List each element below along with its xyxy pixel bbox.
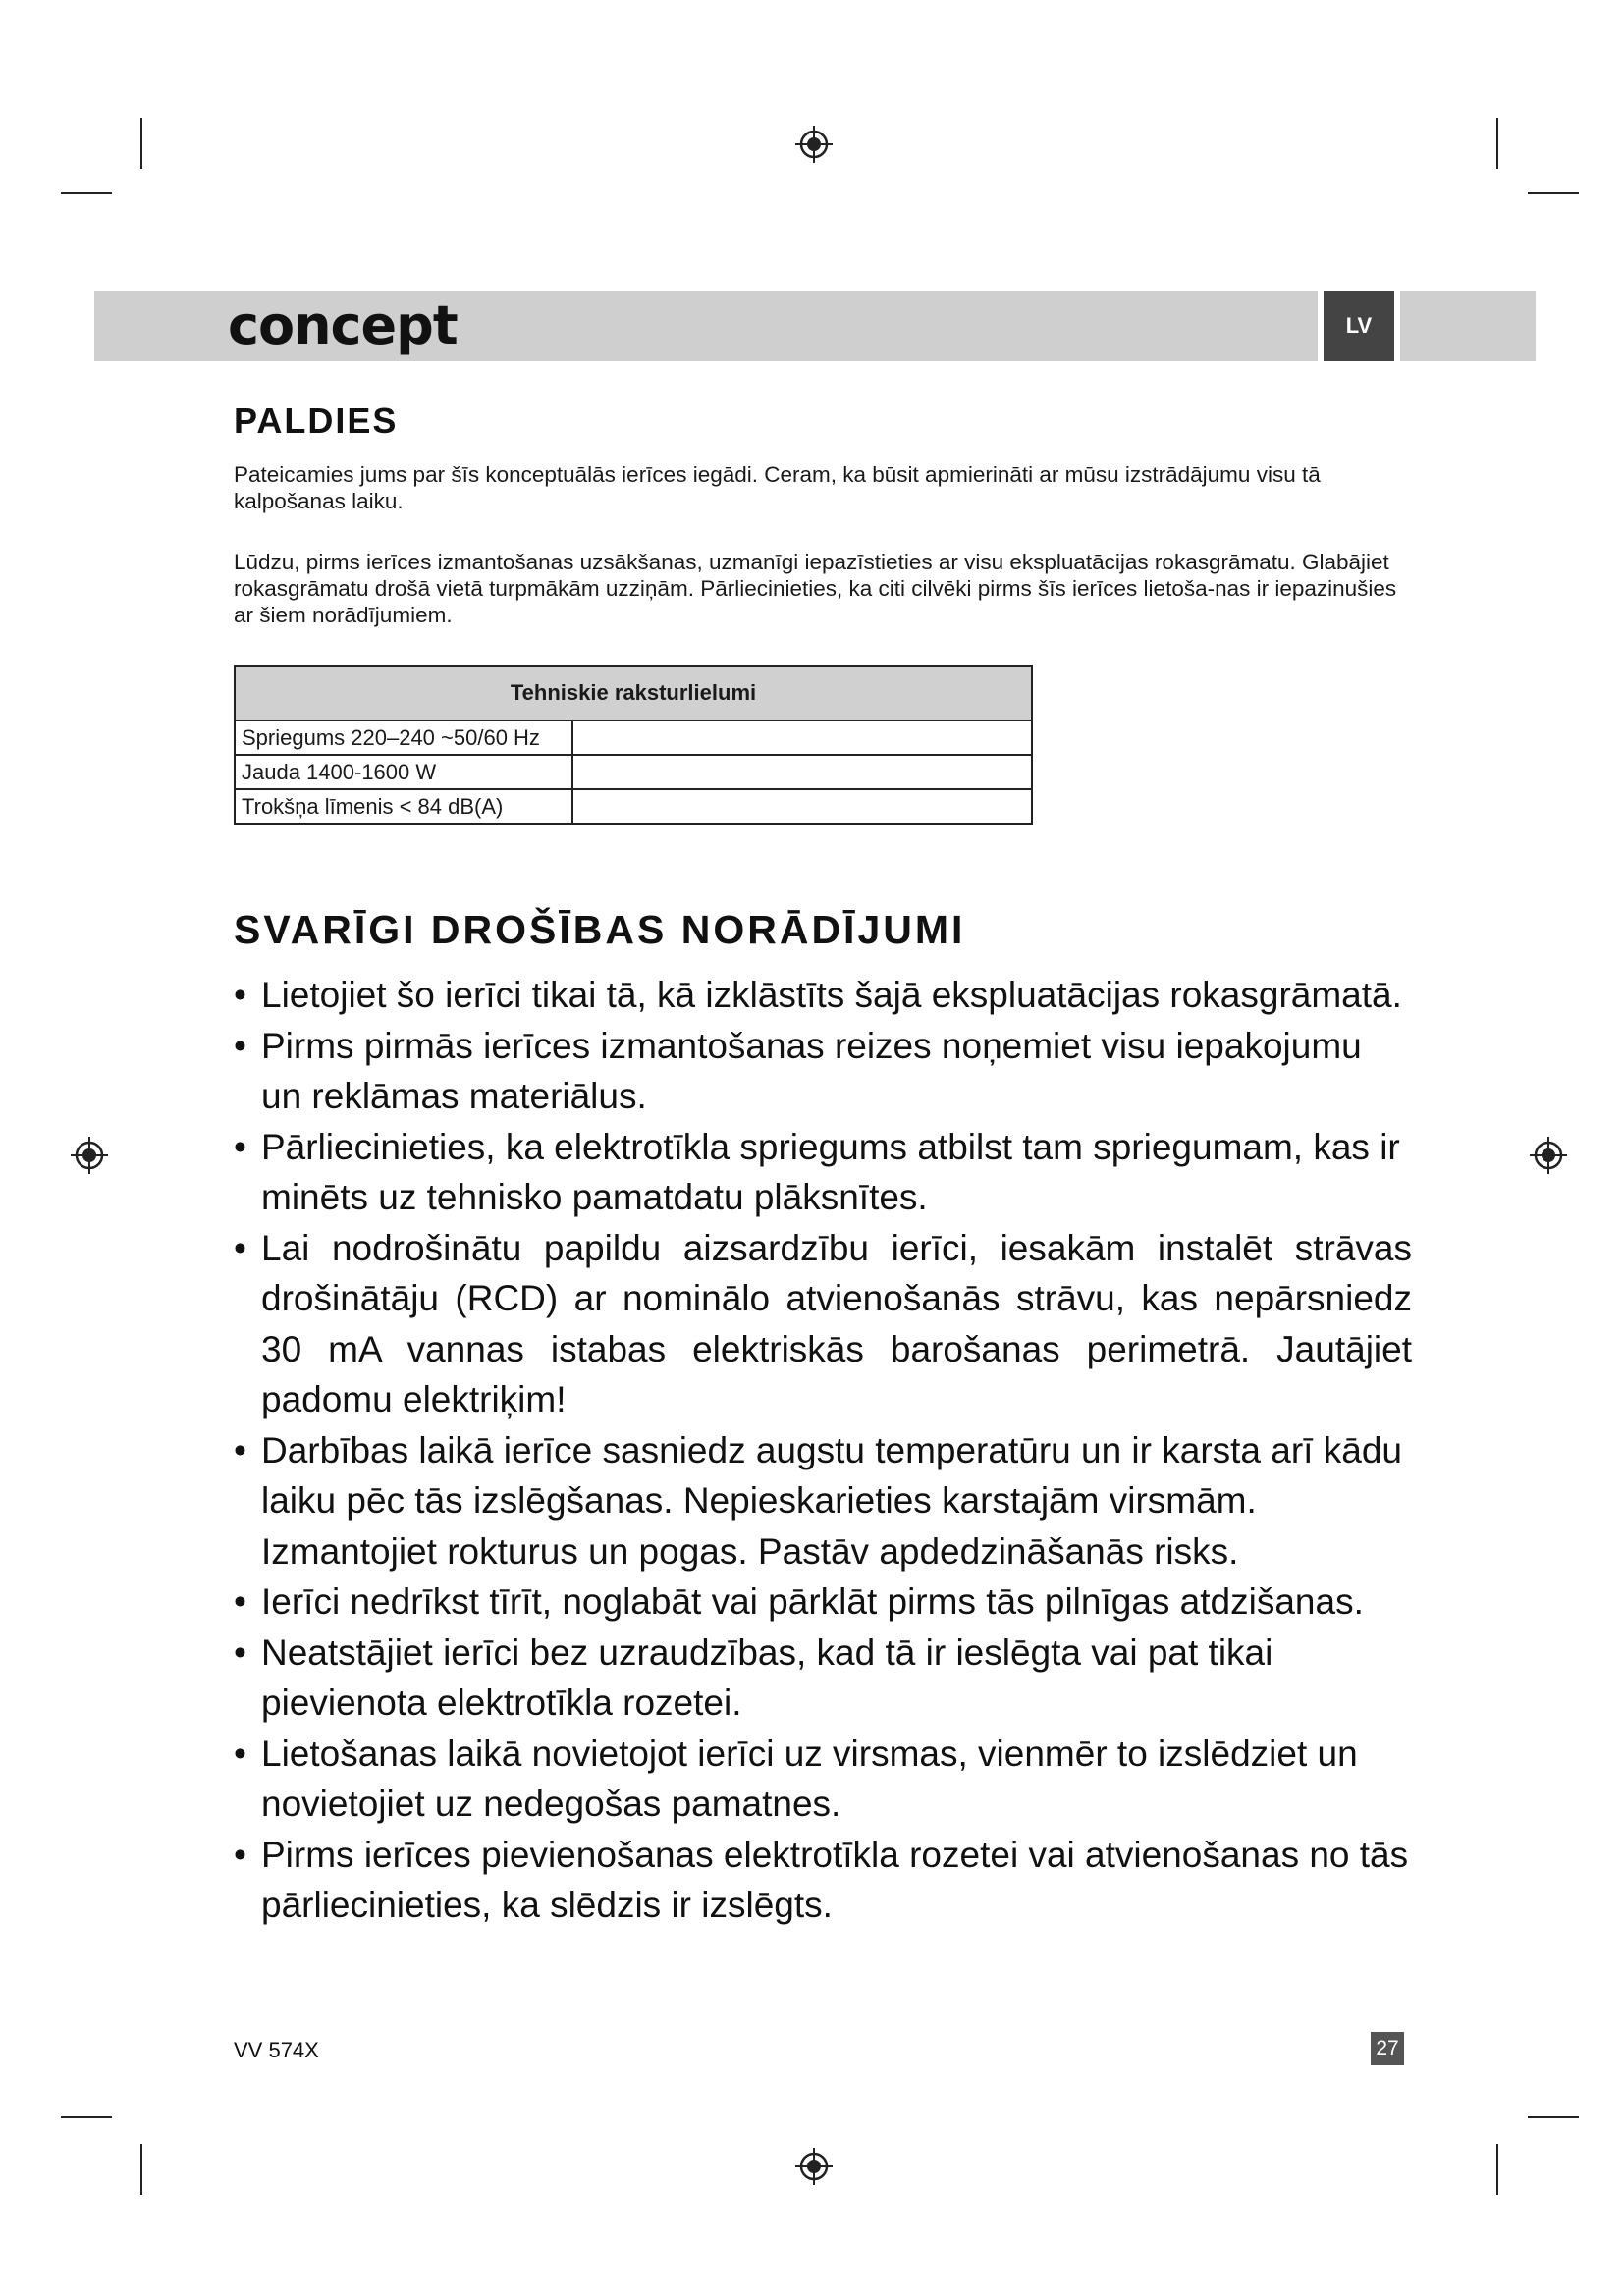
table-cell: Spriegums 220–240 ~50/60 Hz bbox=[235, 721, 572, 755]
crop-mark bbox=[1528, 2116, 1579, 2118]
list-item-text: Lai nodrošinātu papildu aizsardzību ierīci, iesakām instalēt strāvas drošinātāju (RCD) ar nominālo atvienošanās strāvu, kas nepārsniedz 30 mA vannas istabas elektriskās barošanas perimetrā. Jautājiet padomu elektriķim! bbox=[261, 1227, 1412, 1419]
table-row bbox=[235, 721, 1032, 755]
bullet: • bbox=[234, 1227, 246, 1268]
safety-title: SVARĪGI DROŠĪBAS NORĀDĪJUMI bbox=[234, 907, 966, 952]
table-cell bbox=[572, 755, 1032, 789]
list-item-text: Pirms ierīces pievienošanas elektrotīkla rozetei vai atvienošanas no tās pārliecinieties, ka slēdzis ir izslēgts. bbox=[261, 1834, 1409, 1925]
list-item-text: Lietojiet šo ierīci tikai tā, kā izklāstīts šajā ekspluatācijas rokasgrāmatā. bbox=[261, 975, 1402, 1015]
header-band bbox=[94, 291, 1536, 361]
model-number: VV 574X bbox=[234, 2038, 319, 2062]
list-item bbox=[234, 1628, 1412, 1729]
bullet: • bbox=[234, 1429, 246, 1470]
brand-logo: concept bbox=[228, 294, 458, 356]
list-item bbox=[234, 1576, 1412, 1628]
thanks-paragraph-2-wrap bbox=[234, 549, 1412, 628]
crop-mark bbox=[1528, 192, 1579, 194]
page-number: 27 bbox=[1371, 2032, 1404, 2065]
language-badge: LV bbox=[1318, 291, 1400, 361]
table-row bbox=[235, 789, 1032, 824]
bullet: • bbox=[234, 1025, 246, 1066]
table-cell bbox=[572, 789, 1032, 824]
list-item bbox=[234, 1122, 1412, 1223]
table-cell bbox=[572, 721, 1032, 755]
specs-table bbox=[234, 665, 1033, 825]
list-item bbox=[234, 970, 1412, 1021]
crop-mark bbox=[140, 118, 142, 169]
crop-mark bbox=[61, 192, 112, 194]
list-item bbox=[234, 1021, 1412, 1122]
thanks-section bbox=[234, 400, 1412, 442]
list-item bbox=[234, 1729, 1412, 1830]
list-item bbox=[234, 1425, 1412, 1577]
registration-mark-icon bbox=[793, 124, 835, 165]
thanks-title: PALDIES bbox=[234, 400, 399, 441]
thanks-paragraph-1: Pateicamies jums par šīs konceptuālās ierīces iegādi. Ceram, ka būsit apmierināti ar mūsu izstrādājumu visu tā kalpošanas laiku. bbox=[234, 462, 1321, 513]
specs-table-header: Tehniskie raksturlielumi bbox=[235, 666, 1032, 721]
list-item bbox=[234, 1830, 1412, 1931]
registration-mark-icon bbox=[1528, 1135, 1569, 1176]
table-cell: Trokšņa līmenis < 84 dB(A) bbox=[235, 789, 572, 824]
table-cell: Jauda 1400-1600 W bbox=[235, 755, 572, 789]
bullet: • bbox=[234, 1126, 246, 1167]
bullet: • bbox=[234, 1834, 246, 1875]
thanks-paragraph-1-wrap bbox=[234, 461, 1412, 514]
list-item-text: Ierīci nedrīkst tīrīt, noglabāt vai pārklāt pirms tās pilnīgas atdzišanas. bbox=[261, 1581, 1364, 1622]
list-item-text: Lietošanas laikā novietojot ierīci uz virsmas, vienmēr to izslēdziet un novietojiet uz nedegošas pamatnes. bbox=[261, 1733, 1358, 1824]
bullet: • bbox=[234, 975, 246, 1015]
bullet: • bbox=[234, 1581, 246, 1622]
crop-mark bbox=[61, 2116, 112, 2118]
crop-mark bbox=[140, 2144, 142, 2195]
registration-mark-icon bbox=[793, 2146, 835, 2187]
thanks-paragraph-2: Lūdzu, pirms ierīces izmantošanas uzsākšanas, uzmanīgi iepazīstieties ar visu ekspluatācijas rokasgrāmatu. Glabājiet rokasgrāmatu drošā vietā turpmākām uzziņām. Pārliecinieties, ka citi cilvēki pirms šīs ierīces lietoša-nas ir iepazinušies ar šiem norādījumiem. bbox=[234, 550, 1397, 627]
list-item bbox=[234, 1223, 1412, 1425]
safety-list bbox=[234, 970, 1412, 1931]
crop-mark bbox=[1496, 2144, 1498, 2195]
list-item-text: Darbības laikā ierīce sasniedz augstu temperatūru un ir karsta arī kādu laiku pēc tās izslēgšanas. Nepieskarieties karstajām virsmām. Izmantojiet rokturus un pogas. Pastāv apdedzināšanās risks. bbox=[261, 1429, 1402, 1572]
table-row bbox=[235, 755, 1032, 789]
bullet: • bbox=[234, 1631, 246, 1673]
list-item-text: Pirms pirmās ierīces izmantošanas reizes noņemiet visu iepakojumu un reklāmas materiālus. bbox=[261, 1025, 1362, 1116]
crop-mark bbox=[1496, 118, 1498, 169]
bullet: • bbox=[234, 1733, 246, 1774]
registration-mark-icon bbox=[69, 1135, 110, 1176]
list-item-text: Neatstājiet ierīci bez uzraudzības, kad tā ir ieslēgta vai pat tikai pievienota elektrotīkla rozetei. bbox=[261, 1631, 1273, 1723]
list-item-text: Pārliecinieties, ka elektrotīkla spriegums atbilst tam spriegumam, kas ir minēts uz tehnisko pamatdatu plāksnītes. bbox=[261, 1126, 1400, 1217]
